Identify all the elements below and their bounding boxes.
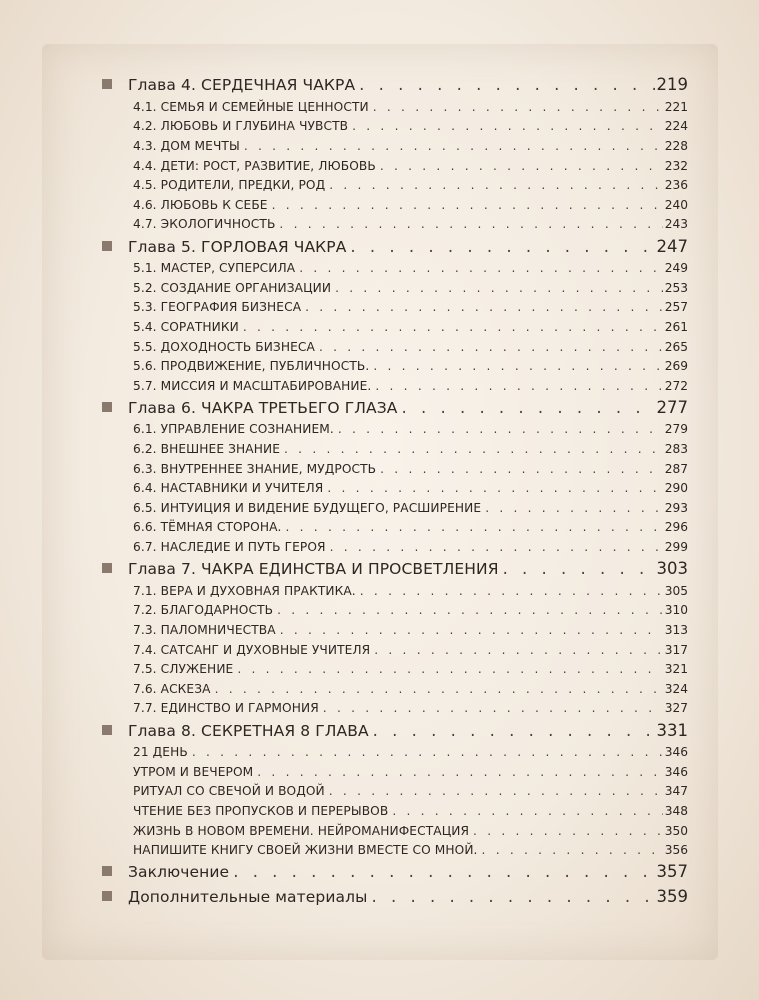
toc-entry-title: Глава 8. СЕКРЕТНАЯ 8 ГЛАВА — [128, 721, 369, 740]
dot-leader — [330, 540, 663, 554]
toc-entry-title: Глава 4. СЕРДЕЧНАЯ ЧАКРА — [128, 76, 356, 95]
dot-leader — [482, 843, 663, 857]
toc-entry-title: 7.5. СЛУЖЕНИЕ — [133, 662, 234, 677]
toc-page-number: 347 — [664, 784, 688, 799]
dot-leader — [257, 765, 662, 779]
dot-leader — [192, 745, 663, 759]
toc-chapter-entry — [102, 231, 688, 255]
square-bullet-icon — [102, 241, 112, 251]
dot-leader — [485, 501, 663, 515]
dot-leader — [373, 100, 663, 114]
toc-entry-title: 21 ДЕНЬ — [133, 745, 188, 760]
toc-page-number: 350 — [664, 823, 688, 838]
toc-section-entry — [102, 676, 688, 696]
toc-entry-title: 7.6. АСКЕЗА — [133, 681, 211, 696]
toc-page-number: 279 — [664, 422, 688, 437]
dot-leader — [327, 481, 662, 495]
dot-leader — [350, 237, 654, 256]
toc-entry-title: 6.4. НАСТАВНИКИ И УЧИТЕЛЯ — [133, 481, 324, 496]
toc-entry-title: 4.7. ЭКОЛОГИЧНОСТЬ — [133, 217, 276, 232]
toc-section-entry — [102, 495, 688, 515]
toc-page-number: 348 — [664, 803, 688, 818]
toc-section-entry — [102, 617, 688, 637]
toc-entry-title: 6.2. ВНЕШНЕЕ ЗНАНИЕ — [133, 442, 281, 457]
dot-leader — [244, 139, 663, 153]
toc-section-entry — [102, 133, 688, 153]
toc-section-entry — [102, 295, 688, 315]
toc-section-entry — [102, 173, 688, 193]
toc-section-entry — [102, 696, 688, 716]
toc-section-entry — [102, 598, 688, 618]
toc-page-number: 290 — [664, 481, 688, 496]
dot-leader — [360, 584, 663, 598]
dot-leader — [392, 804, 662, 818]
toc-section-entry — [102, 476, 688, 496]
dot-leader — [359, 75, 654, 94]
toc-section-entry — [102, 256, 688, 276]
toc-page-number: 317 — [664, 642, 688, 657]
toc-entry-title: РИТУАЛ СО СВЕЧОЙ И ВОДОЙ — [133, 784, 325, 799]
toc-entry-title: Глава 6. ЧАКРА ТРЕТЬЕГО ГЛАЗА — [128, 398, 398, 417]
toc-page-number: 269 — [664, 359, 688, 374]
toc-page-number: 219 — [656, 75, 688, 95]
toc-page-number: 324 — [664, 681, 688, 696]
dot-leader — [243, 320, 663, 334]
toc-chapter-entry — [102, 393, 688, 417]
toc-page-number: 327 — [664, 701, 688, 716]
toc-section-entry — [102, 637, 688, 657]
toc-section-entry — [102, 578, 688, 598]
toc-entry-title: УТРОМ И ВЕЧЕРОМ — [133, 764, 254, 779]
dot-leader — [473, 824, 663, 838]
toc-section-entry — [102, 818, 688, 838]
toc-page-number: 277 — [656, 397, 688, 417]
square-bullet-icon — [102, 866, 112, 876]
toc-entry-title: Заключение — [128, 863, 230, 882]
dot-leader — [352, 119, 663, 133]
toc-chapter-entry — [102, 857, 688, 881]
toc-section-entry — [102, 779, 688, 799]
toc-entry-title: 6.6. ТЁМНАЯ СТОРОНА. — [133, 520, 282, 535]
toc-page-number: 224 — [664, 119, 688, 134]
toc-section-entry — [102, 275, 688, 295]
toc-entry-title: 4.6. ЛЮБОВЬ К СЕБЕ — [133, 197, 268, 212]
toc-entry-title: 5.1. МАСТЕР, СУПЕРСИЛА — [133, 261, 296, 276]
toc-page-number: 359 — [656, 886, 688, 906]
dot-leader — [277, 603, 663, 617]
dot-leader — [373, 359, 662, 373]
dot-leader — [237, 662, 662, 676]
toc-page-number: 247 — [656, 236, 688, 256]
toc-entry-title: 7.4. САТСАНГ И ДУХОВНЫЕ УЧИТЕЛЯ — [133, 642, 371, 657]
dot-leader — [329, 178, 663, 192]
toc-section-entry — [102, 456, 688, 476]
dot-leader — [284, 442, 663, 456]
dot-leader — [373, 721, 655, 740]
toc-entry-title: 5.4. СОРАТНИКИ — [133, 319, 239, 334]
toc-entry-title: 7.2. БЛАГОДАРНОСТЬ — [133, 603, 274, 618]
table-of-contents — [102, 70, 688, 906]
toc-entry-title: НАПИШИТЕ КНИГУ СВОЕЙ ЖИЗНИ ВМЕСТЕ СО МНОЙ. — [133, 843, 478, 858]
square-bullet-icon — [102, 725, 112, 735]
toc-page-number: 228 — [664, 138, 688, 153]
toc-entry-title: 4.3. ДОМ МЕЧТЫ — [133, 138, 240, 153]
toc-section-entry — [102, 417, 688, 437]
toc-chapter-entry — [102, 554, 688, 578]
toc-page-number: 257 — [664, 300, 688, 315]
toc-page-number: 299 — [664, 540, 688, 555]
toc-page-number: 321 — [664, 662, 688, 677]
dot-leader — [335, 281, 663, 295]
toc-page-number: 272 — [664, 378, 688, 393]
toc-entry-title: ЧТЕНИЕ БЕЗ ПРОПУСКОВ И ПЕРЕРЫВОВ — [133, 803, 389, 818]
toc-entry-title: 4.4. ДЕТИ: РОСТ, РАЗВИТИЕ, ЛЮБОВЬ — [133, 158, 376, 173]
toc-section-entry — [102, 114, 688, 134]
toc-page-number: 283 — [664, 442, 688, 457]
toc-section-entry — [102, 314, 688, 334]
toc-page-number: 236 — [664, 178, 688, 193]
square-bullet-icon — [102, 891, 112, 901]
toc-entry-title: Глава 7. ЧАКРА ЕДИНСТВА И ПРОСВЕТЛЕНИЯ — [128, 560, 499, 579]
toc-entry-title: 7.3. ПАЛОМНИЧЕСТВА — [133, 623, 276, 637]
toc-entry-title: 5.2. СОЗДАНИЕ ОРГАНИЗАЦИИ — [133, 280, 332, 295]
toc-chapter-entry — [102, 881, 688, 905]
toc-entry-title: 4.5. РОДИТЕЛИ, ПРЕДКИ, РОД — [133, 178, 326, 193]
dot-leader — [380, 159, 663, 173]
toc-section-entry — [102, 354, 688, 374]
dot-leader — [280, 623, 663, 637]
dot-leader — [215, 682, 663, 696]
dot-leader — [286, 520, 663, 534]
toc-entry-title: 5.5. ДОХОДНОСТЬ БИЗНЕСА — [133, 339, 315, 354]
toc-entry-title: 6.1. УПРАВЛЕНИЕ СОЗНАНИЕМ. — [133, 422, 334, 437]
toc-section-entry — [102, 740, 688, 760]
toc-entry-title: ЖИЗНЬ В НОВОМ ВРЕМЕНИ. НЕЙРОМАНИФЕСТАЦИЯ — [133, 823, 470, 838]
toc-page-number: 313 — [664, 623, 688, 637]
toc-entry-title: 5.3. ГЕОГРАФИЯ БИЗНЕСА — [133, 300, 302, 315]
toc-page-number: 303 — [656, 559, 688, 579]
toc-chapter-entry — [102, 715, 688, 739]
dot-leader — [338, 422, 663, 436]
toc-section-entry — [102, 212, 688, 232]
toc-page-number: 293 — [664, 500, 688, 515]
toc-page-number: 356 — [664, 843, 688, 858]
toc-entry-title: 5.6. ПРОДВИЖЕНИЕ, ПУБЛИЧНОСТЬ. — [133, 359, 370, 374]
toc-page-number: 261 — [664, 319, 688, 334]
dot-leader — [319, 340, 663, 354]
dot-leader — [503, 559, 655, 578]
toc-entry-title: 6.5. ИНТУИЦИЯ И ВИДЕНИЕ БУДУЩЕГО, РАСШИРЕНИЕ — [133, 500, 482, 515]
dot-leader — [279, 217, 662, 231]
toc-section-entry — [102, 436, 688, 456]
toc-section-entry — [102, 657, 688, 677]
dot-leader — [374, 643, 662, 657]
toc-page-number: 346 — [664, 745, 688, 760]
toc-page-number: 232 — [664, 158, 688, 173]
dot-leader — [305, 300, 663, 314]
toc-page-number: 331 — [656, 720, 688, 740]
toc-page-number: 287 — [664, 461, 688, 476]
toc-entry-title: 7.7. ЕДИНСТВО И ГАРМОНИЯ — [133, 701, 319, 716]
toc-entry-title: 4.2. ЛЮБОВЬ И ГЛУБИНА ЧУВСТВ — [133, 119, 349, 134]
toc-section-entry — [102, 334, 688, 354]
toc-entry-title: Дополнительные материалы — [128, 887, 368, 906]
dot-leader — [401, 398, 654, 417]
toc-page-number: 357 — [656, 862, 688, 882]
toc-section-entry — [102, 94, 688, 114]
toc-section-entry — [102, 153, 688, 173]
toc-entry-title: Глава 5. ГОРЛОВАЯ ЧАКРА — [128, 237, 347, 256]
square-bullet-icon — [102, 79, 112, 89]
toc-page-number: 221 — [664, 99, 688, 114]
dot-leader — [272, 198, 663, 212]
toc-chapter-entry — [102, 70, 688, 94]
toc-section-entry — [102, 515, 688, 535]
toc-section-entry — [102, 534, 688, 554]
toc-page-number: 346 — [664, 764, 688, 779]
dot-leader — [371, 887, 654, 906]
square-bullet-icon — [102, 563, 112, 573]
toc-page-number: 265 — [664, 339, 688, 354]
toc-page-number: 243 — [664, 217, 688, 232]
dot-leader — [329, 784, 663, 798]
dot-leader — [323, 701, 663, 715]
toc-entry-title: 5.7. МИССИЯ И МАСШТАБИРОВАНИЕ. — [133, 378, 372, 393]
toc-entry-title: 4.1. СЕМЬЯ И СЕМЕЙНЫЕ ЦЕННОСТИ — [133, 99, 369, 114]
dot-leader — [380, 462, 663, 476]
toc-entry-title: 7.1. ВЕРА И ДУХОВНАЯ ПРАКТИКА. — [133, 583, 356, 598]
toc-section-entry — [102, 798, 688, 818]
toc-entry-title: 6.3. ВНУТРЕННЕЕ ЗНАНИЕ, МУДРОСТЬ — [133, 461, 377, 476]
toc-section-entry — [102, 759, 688, 779]
toc-section-entry — [102, 373, 688, 393]
toc-section-entry — [102, 838, 688, 858]
toc-page-number: 305 — [664, 583, 688, 598]
toc-section-entry — [102, 192, 688, 212]
toc-page-number: 253 — [664, 280, 688, 295]
toc-page-number: 249 — [664, 261, 688, 276]
toc-page-number: 240 — [664, 197, 688, 212]
dot-leader — [233, 862, 654, 881]
toc-entry-title: 6.7. НАСЛЕДИЕ И ПУТЬ ГЕРОЯ — [133, 540, 326, 555]
dot-leader — [375, 379, 662, 393]
dot-leader — [299, 261, 663, 275]
toc-page-number: 296 — [664, 520, 688, 535]
toc-page-number: 310 — [664, 603, 688, 618]
square-bullet-icon — [102, 402, 112, 412]
